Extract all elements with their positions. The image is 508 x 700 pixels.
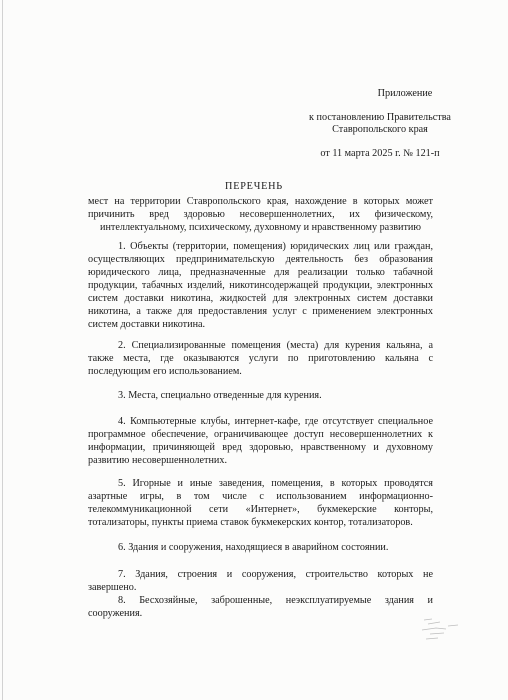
page-edge-line bbox=[2, 0, 3, 700]
resolution-line-1: к постановлению Правительства bbox=[309, 112, 451, 123]
list-item bbox=[88, 389, 433, 402]
resolution-date: от 11 марта 2025 г. № 121-п bbox=[320, 148, 440, 159]
list-item-text: 7. Здания, строения и сооружения, строительство которых не завершено. bbox=[88, 569, 433, 593]
pencil-mark bbox=[418, 612, 468, 646]
list-item-text: 6. Здания и сооружения, находящиеся в аварийном состоянии. bbox=[118, 542, 389, 553]
list-item-text: 1. Объекты (территории, помещения) юридических лиц или граждан, осуществляющих предпринимательскую деятельность без образования юридического лица, предназначенные для реализации только табачной продукции, табачных изделий, никотинсодержащей продукции, электронных систем доставки никотина, жидкостей для электронных систем доставки никотина, а также для предоставления услуг с применением электронных систем доставки никотина. bbox=[88, 241, 433, 330]
list-item-text: 2. Специализированные помещения (места) для курения кальяна, а также места, где оказываются услуги по приготовлению кальяна с последующим его использованием. bbox=[88, 340, 433, 377]
list-item bbox=[88, 240, 433, 331]
appendix-label: Приложение bbox=[377, 88, 433, 99]
list-item-text: 4. Компьютерные клубы, интернет-кафе, где отсутствует специальное программное обеспечение, ограничивающее доступ несовершеннолетних к информации, причиняющей вред здоровью, нравственному и духовному развитию несовершеннолетних. bbox=[88, 416, 433, 466]
appendix-header bbox=[285, 88, 475, 160]
document-title: ПЕРЕЧЕНЬ bbox=[225, 181, 283, 192]
list-item bbox=[88, 541, 433, 554]
list-item bbox=[88, 339, 433, 378]
list-item bbox=[88, 568, 433, 594]
document-subtitle: мест на территории Ставропольского края, нахождение в которых может причинить вред здоровью несовершеннолетних, их физическому, интеллектуальному, психическому, духовному и нравственному развитию bbox=[88, 196, 433, 233]
list-item-text: 8. Бесхозяйные, заброшенные, неэксплуатируемые здания и сооружения. bbox=[88, 595, 433, 619]
resolution-line-2: Ставропольского края bbox=[332, 124, 428, 135]
list-item-text: 5. Игорные и иные заведения, помещения, в которых проводятся азартные игры, в том числе с использованием информационно-телекоммуникационной сети «Интернет», букмекерские конторы, тотализаторы, пункты приема ставок букмекерских контор, тотализаторов. bbox=[88, 478, 433, 528]
list-item bbox=[88, 477, 433, 529]
list-item-text: 3. Места, специально отведенные для курения. bbox=[118, 390, 322, 401]
list-item bbox=[88, 415, 433, 467]
list-item bbox=[88, 594, 433, 620]
